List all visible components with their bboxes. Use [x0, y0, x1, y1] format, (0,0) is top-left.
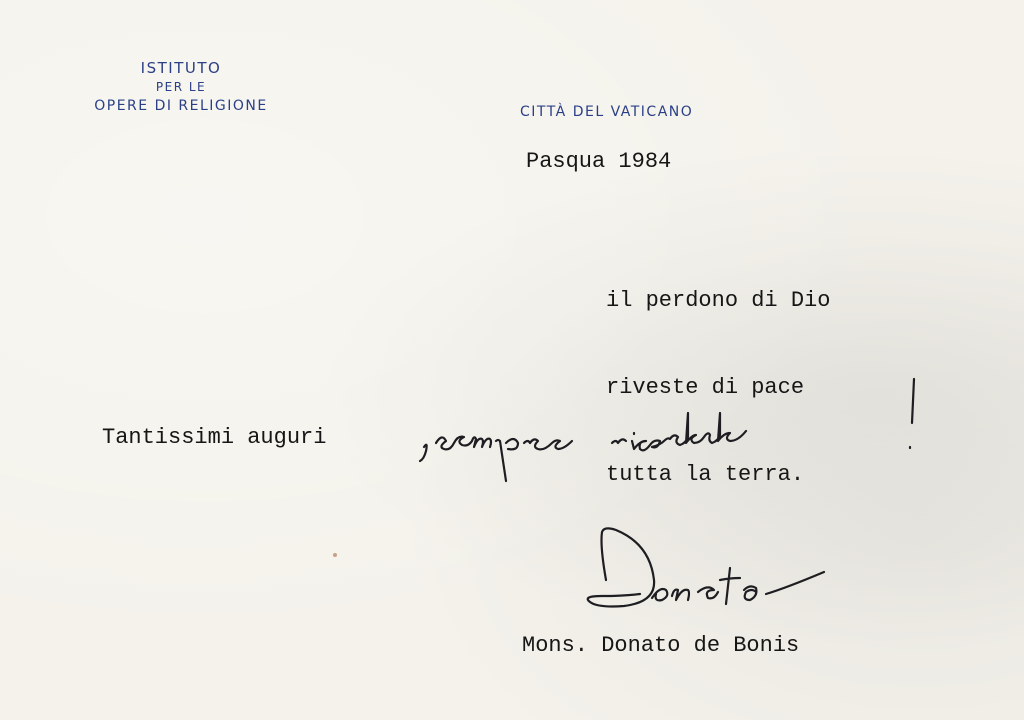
- letterhead-line-2: PER LE: [155, 80, 207, 94]
- letterhead-location: CITTÀ DEL VATICANO: [520, 104, 694, 120]
- handwritten-note: [410, 365, 930, 485]
- verse-line-3: tutta la terra.: [606, 462, 805, 487]
- ink-dot: [333, 553, 337, 557]
- greeting-text: Tantissimi auguri: [102, 425, 327, 450]
- letterhead-line-1: ISTITUTO: [140, 59, 222, 77]
- signer-name: Mons. Donato de Bonis: [522, 633, 800, 658]
- letterhead-line-3: OPERE DI RELIGIONE: [94, 98, 268, 114]
- verse-line-1: il perdono di Dio: [606, 288, 831, 313]
- signature: [580, 520, 850, 620]
- verse-line-2: riveste di pace: [606, 375, 805, 400]
- date-line: Pasqua 1984: [526, 149, 672, 174]
- letterhead-institute: [70, 58, 292, 116]
